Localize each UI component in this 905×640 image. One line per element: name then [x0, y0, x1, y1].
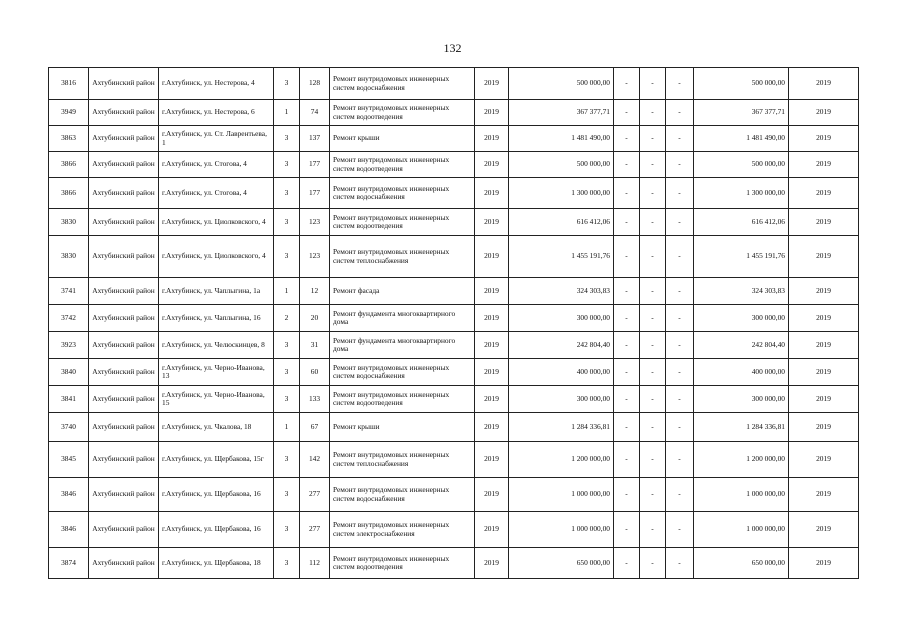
row-number: 3741: [49, 278, 89, 305]
floors-cell: 3: [274, 386, 300, 413]
work-type-cell: Ремонт внутридомовых инженерных систем электроснабжения: [330, 512, 475, 548]
work-type-cell: Ремонт внутридомовых инженерных систем теплоснабжения: [330, 236, 475, 278]
row-number: 3845: [49, 442, 89, 478]
end-year-cell: 2019: [789, 178, 859, 209]
dash-cell-2: -: [640, 512, 666, 548]
dash-cell-1: -: [614, 100, 640, 126]
total-cost-cell: 650 000,00: [694, 548, 789, 579]
address-cell: г.Ахтубинск, ул. Стогова, 4: [159, 178, 274, 209]
district-cell: Ахтубинский район: [89, 278, 159, 305]
dash-cell-1: -: [614, 236, 640, 278]
dash-cell-1: -: [614, 359, 640, 386]
floors-cell: 3: [274, 178, 300, 209]
work-type-cell: Ремонт внутридомовых инженерных систем теплоснабжения: [330, 442, 475, 478]
cost-cell: 1 000 000,00: [509, 512, 614, 548]
work-type-cell: Ремонт внутридомовых инженерных систем водоснабжения: [330, 359, 475, 386]
district-cell: Ахтубинский район: [89, 359, 159, 386]
dash-cell-1: -: [614, 548, 640, 579]
end-year-cell: 2019: [789, 305, 859, 332]
apartments-cell: 137: [300, 126, 330, 152]
district-cell: Ахтубинский район: [89, 548, 159, 579]
year-cell: 2019: [475, 100, 509, 126]
table-body: [49, 68, 859, 579]
floors-cell: 3: [274, 236, 300, 278]
apartments-cell: 133: [300, 386, 330, 413]
apartments-cell: 177: [300, 152, 330, 178]
district-cell: Ахтубинский район: [89, 413, 159, 442]
total-cost-cell: 1 000 000,00: [694, 512, 789, 548]
dash-cell-2: -: [640, 386, 666, 413]
dash-cell-3: -: [666, 386, 694, 413]
cost-cell: 300 000,00: [509, 305, 614, 332]
end-year-cell: 2019: [789, 442, 859, 478]
dash-cell-1: -: [614, 386, 640, 413]
dash-cell-2: -: [640, 548, 666, 579]
address-cell: г.Ахтубинск, ул. Черно-Иванова, 13: [159, 359, 274, 386]
total-cost-cell: 1 481 490,00: [694, 126, 789, 152]
row-number: 3830: [49, 209, 89, 236]
apartments-cell: 177: [300, 178, 330, 209]
apartments-cell: 112: [300, 548, 330, 579]
work-type-cell: Ремонт внутридомовых инженерных систем водоотведения: [330, 152, 475, 178]
dash-cell-1: -: [614, 442, 640, 478]
apartments-cell: 123: [300, 209, 330, 236]
address-cell: г.Ахтубинск, ул. Чаплыгина, 16: [159, 305, 274, 332]
address-cell: г.Ахтубинск, ул. Стогова, 4: [159, 152, 274, 178]
dash-cell-3: -: [666, 305, 694, 332]
district-cell: Ахтубинский район: [89, 236, 159, 278]
cost-cell: 300 000,00: [509, 386, 614, 413]
dash-cell-2: -: [640, 442, 666, 478]
row-number: 3866: [49, 152, 89, 178]
dash-cell-1: -: [614, 305, 640, 332]
table-row: [49, 100, 859, 126]
row-number: 3742: [49, 305, 89, 332]
dash-cell-3: -: [666, 413, 694, 442]
address-cell: г.Ахтубинск, ул. Нестерова, 6: [159, 100, 274, 126]
table-row: [49, 442, 859, 478]
floors-cell: 1: [274, 100, 300, 126]
address-cell: г.Ахтубинск, ул. Челюскинцев, 8: [159, 332, 274, 359]
work-type-cell: Ремонт внутридомовых инженерных систем водоснабжения: [330, 68, 475, 100]
work-type-cell: Ремонт внутридомовых инженерных систем водоснабжения: [330, 478, 475, 512]
district-cell: Ахтубинский район: [89, 386, 159, 413]
year-cell: 2019: [475, 442, 509, 478]
row-number: 3740: [49, 413, 89, 442]
end-year-cell: 2019: [789, 236, 859, 278]
table-row: [49, 332, 859, 359]
district-cell: Ахтубинский район: [89, 305, 159, 332]
dash-cell-3: -: [666, 178, 694, 209]
row-number: 3816: [49, 68, 89, 100]
floors-cell: 3: [274, 548, 300, 579]
table-row: [49, 512, 859, 548]
year-cell: 2019: [475, 152, 509, 178]
cost-cell: 324 303,83: [509, 278, 614, 305]
dash-cell-3: -: [666, 68, 694, 100]
end-year-cell: 2019: [789, 100, 859, 126]
work-type-cell: Ремонт крыши: [330, 413, 475, 442]
year-cell: 2019: [475, 178, 509, 209]
total-cost-cell: 500 000,00: [694, 68, 789, 100]
work-type-cell: Ремонт внутридомовых инженерных систем водоснабжения: [330, 178, 475, 209]
row-number: 3949: [49, 100, 89, 126]
apartments-cell: 74: [300, 100, 330, 126]
dash-cell-1: -: [614, 332, 640, 359]
dash-cell-2: -: [640, 278, 666, 305]
work-type-cell: Ремонт фасада: [330, 278, 475, 305]
dash-cell-3: -: [666, 359, 694, 386]
dash-cell-1: -: [614, 512, 640, 548]
total-cost-cell: 400 000,00: [694, 359, 789, 386]
district-cell: Ахтубинский район: [89, 512, 159, 548]
floors-cell: 3: [274, 478, 300, 512]
year-cell: 2019: [475, 548, 509, 579]
apartments-cell: 128: [300, 68, 330, 100]
year-cell: 2019: [475, 332, 509, 359]
dash-cell-3: -: [666, 332, 694, 359]
end-year-cell: 2019: [789, 209, 859, 236]
dash-cell-3: -: [666, 512, 694, 548]
address-cell: г.Ахтубинск, ул. Нестерова, 4: [159, 68, 274, 100]
floors-cell: 3: [274, 126, 300, 152]
floors-cell: 1: [274, 278, 300, 305]
dash-cell-2: -: [640, 413, 666, 442]
total-cost-cell: 616 412,06: [694, 209, 789, 236]
year-cell: 2019: [475, 305, 509, 332]
address-cell: г.Ахтубинск, ул. Чаплыгина, 1а: [159, 278, 274, 305]
floors-cell: 3: [274, 68, 300, 100]
end-year-cell: 2019: [789, 68, 859, 100]
dash-cell-2: -: [640, 305, 666, 332]
cost-cell: 1 000 000,00: [509, 478, 614, 512]
cost-cell: 400 000,00: [509, 359, 614, 386]
district-cell: Ахтубинский район: [89, 478, 159, 512]
row-number: 3840: [49, 359, 89, 386]
total-cost-cell: 1 284 336,81: [694, 413, 789, 442]
page-number: 132: [443, 41, 462, 55]
dash-cell-1: -: [614, 413, 640, 442]
apartments-cell: 60: [300, 359, 330, 386]
dash-cell-1: -: [614, 152, 640, 178]
floors-cell: 3: [274, 442, 300, 478]
address-cell: г.Ахтубинск, ул. Щербакова, 16: [159, 512, 274, 548]
year-cell: 2019: [475, 236, 509, 278]
district-cell: Ахтубинский район: [89, 332, 159, 359]
row-number: 3830: [49, 236, 89, 278]
dash-cell-2: -: [640, 236, 666, 278]
dash-cell-2: -: [640, 178, 666, 209]
address-cell: г.Ахтубинск, ул. Черно-Иванова, 15: [159, 386, 274, 413]
cost-cell: 1 200 000,00: [509, 442, 614, 478]
floors-cell: 3: [274, 209, 300, 236]
district-cell: Ахтубинский район: [89, 126, 159, 152]
dash-cell-1: -: [614, 126, 640, 152]
dash-cell-3: -: [666, 209, 694, 236]
end-year-cell: 2019: [789, 386, 859, 413]
total-cost-cell: 300 000,00: [694, 386, 789, 413]
end-year-cell: 2019: [789, 413, 859, 442]
row-number: 3866: [49, 178, 89, 209]
dash-cell-2: -: [640, 100, 666, 126]
work-type-cell: Ремонт крыши: [330, 126, 475, 152]
dash-cell-1: -: [614, 278, 640, 305]
total-cost-cell: 1 455 191,76: [694, 236, 789, 278]
end-year-cell: 2019: [789, 278, 859, 305]
year-cell: 2019: [475, 413, 509, 442]
row-number: 3846: [49, 512, 89, 548]
cost-cell: 616 412,06: [509, 209, 614, 236]
work-type-cell: Ремонт фундамента многоквартирного дома: [330, 305, 475, 332]
dash-cell-1: -: [614, 478, 640, 512]
table-row: [49, 126, 859, 152]
dash-cell-2: -: [640, 68, 666, 100]
dash-cell-2: -: [640, 359, 666, 386]
apartments-cell: 123: [300, 236, 330, 278]
district-cell: Ахтубинский район: [89, 68, 159, 100]
total-cost-cell: 500 000,00: [694, 152, 789, 178]
work-type-cell: Ремонт внутридомовых инженерных систем водоотведения: [330, 386, 475, 413]
row-number: 3923: [49, 332, 89, 359]
cost-cell: 500 000,00: [509, 152, 614, 178]
work-type-cell: Ремонт внутридомовых инженерных систем водоотведения: [330, 209, 475, 236]
floors-cell: 3: [274, 152, 300, 178]
total-cost-cell: 324 303,83: [694, 278, 789, 305]
table-row: [49, 236, 859, 278]
row-number: 3846: [49, 478, 89, 512]
floors-cell: 1: [274, 413, 300, 442]
cost-cell: 1 455 191,76: [509, 236, 614, 278]
dash-cell-3: -: [666, 126, 694, 152]
year-cell: 2019: [475, 278, 509, 305]
dash-cell-3: -: [666, 152, 694, 178]
table-row: [49, 478, 859, 512]
repair-schedule-table: [48, 67, 859, 579]
row-number: 3863: [49, 126, 89, 152]
cost-cell: 1 481 490,00: [509, 126, 614, 152]
address-cell: г.Ахтубинск, ул. Щербакова, 15г: [159, 442, 274, 478]
row-number: 3841: [49, 386, 89, 413]
total-cost-cell: 1 200 000,00: [694, 442, 789, 478]
cost-cell: 1 284 336,81: [509, 413, 614, 442]
year-cell: 2019: [475, 478, 509, 512]
apartments-cell: 67: [300, 413, 330, 442]
district-cell: Ахтубинский район: [89, 178, 159, 209]
cost-cell: 1 300 000,00: [509, 178, 614, 209]
address-cell: г.Ахтубинск, ул. Ст. Лаврентьева, 1: [159, 126, 274, 152]
year-cell: 2019: [475, 512, 509, 548]
cost-cell: 500 000,00: [509, 68, 614, 100]
address-cell: г.Ахтубинск, ул. Щербакова, 18: [159, 548, 274, 579]
cost-cell: 242 804,40: [509, 332, 614, 359]
floors-cell: 3: [274, 359, 300, 386]
table-row: [49, 413, 859, 442]
dash-cell-2: -: [640, 332, 666, 359]
dash-cell-1: -: [614, 68, 640, 100]
dash-cell-2: -: [640, 152, 666, 178]
end-year-cell: 2019: [789, 548, 859, 579]
address-cell: г.Ахтубинск, ул. Циолковского, 4: [159, 236, 274, 278]
table-row: [49, 359, 859, 386]
dash-cell-3: -: [666, 442, 694, 478]
year-cell: 2019: [475, 126, 509, 152]
table-row: [49, 152, 859, 178]
work-type-cell: Ремонт внутридомовых инженерных систем водоотведения: [330, 548, 475, 579]
address-cell: г.Ахтубинск, ул. Чкалова, 18: [159, 413, 274, 442]
total-cost-cell: 1 300 000,00: [694, 178, 789, 209]
cost-cell: 650 000,00: [509, 548, 614, 579]
dash-cell-3: -: [666, 548, 694, 579]
table-row: [49, 68, 859, 100]
end-year-cell: 2019: [789, 512, 859, 548]
end-year-cell: 2019: [789, 478, 859, 512]
apartments-cell: 12: [300, 278, 330, 305]
dash-cell-3: -: [666, 100, 694, 126]
cost-cell: 367 377,71: [509, 100, 614, 126]
table-row: [49, 305, 859, 332]
dash-cell-2: -: [640, 126, 666, 152]
apartments-cell: 20: [300, 305, 330, 332]
dash-cell-3: -: [666, 278, 694, 305]
end-year-cell: 2019: [789, 359, 859, 386]
apartments-cell: 31: [300, 332, 330, 359]
row-number: 3874: [49, 548, 89, 579]
total-cost-cell: 242 804,40: [694, 332, 789, 359]
dash-cell-1: -: [614, 209, 640, 236]
apartments-cell: 277: [300, 478, 330, 512]
address-cell: г.Ахтубинск, ул. Щербакова, 16: [159, 478, 274, 512]
table-row: [49, 278, 859, 305]
table-row: [49, 386, 859, 413]
floors-cell: 2: [274, 305, 300, 332]
total-cost-cell: 300 000,00: [694, 305, 789, 332]
apartments-cell: 142: [300, 442, 330, 478]
address-cell: г.Ахтубинск, ул. Циолковского, 4: [159, 209, 274, 236]
end-year-cell: 2019: [789, 332, 859, 359]
year-cell: 2019: [475, 359, 509, 386]
work-type-cell: Ремонт внутридомовых инженерных систем водоотведения: [330, 100, 475, 126]
year-cell: 2019: [475, 209, 509, 236]
end-year-cell: 2019: [789, 152, 859, 178]
total-cost-cell: 1 000 000,00: [694, 478, 789, 512]
dash-cell-2: -: [640, 209, 666, 236]
dash-cell-3: -: [666, 236, 694, 278]
floors-cell: 3: [274, 512, 300, 548]
district-cell: Ахтубинский район: [89, 442, 159, 478]
dash-cell-1: -: [614, 178, 640, 209]
table-row: [49, 178, 859, 209]
year-cell: 2019: [475, 68, 509, 100]
apartments-cell: 277: [300, 512, 330, 548]
table-row: [49, 548, 859, 579]
work-type-cell: Ремонт фундамента многоквартирного дома: [330, 332, 475, 359]
year-cell: 2019: [475, 386, 509, 413]
dash-cell-2: -: [640, 478, 666, 512]
table-row: [49, 209, 859, 236]
district-cell: Ахтубинский район: [89, 152, 159, 178]
dash-cell-3: -: [666, 478, 694, 512]
district-cell: Ахтубинский район: [89, 100, 159, 126]
district-cell: Ахтубинский район: [89, 209, 159, 236]
total-cost-cell: 367 377,71: [694, 100, 789, 126]
floors-cell: 3: [274, 332, 300, 359]
end-year-cell: 2019: [789, 126, 859, 152]
